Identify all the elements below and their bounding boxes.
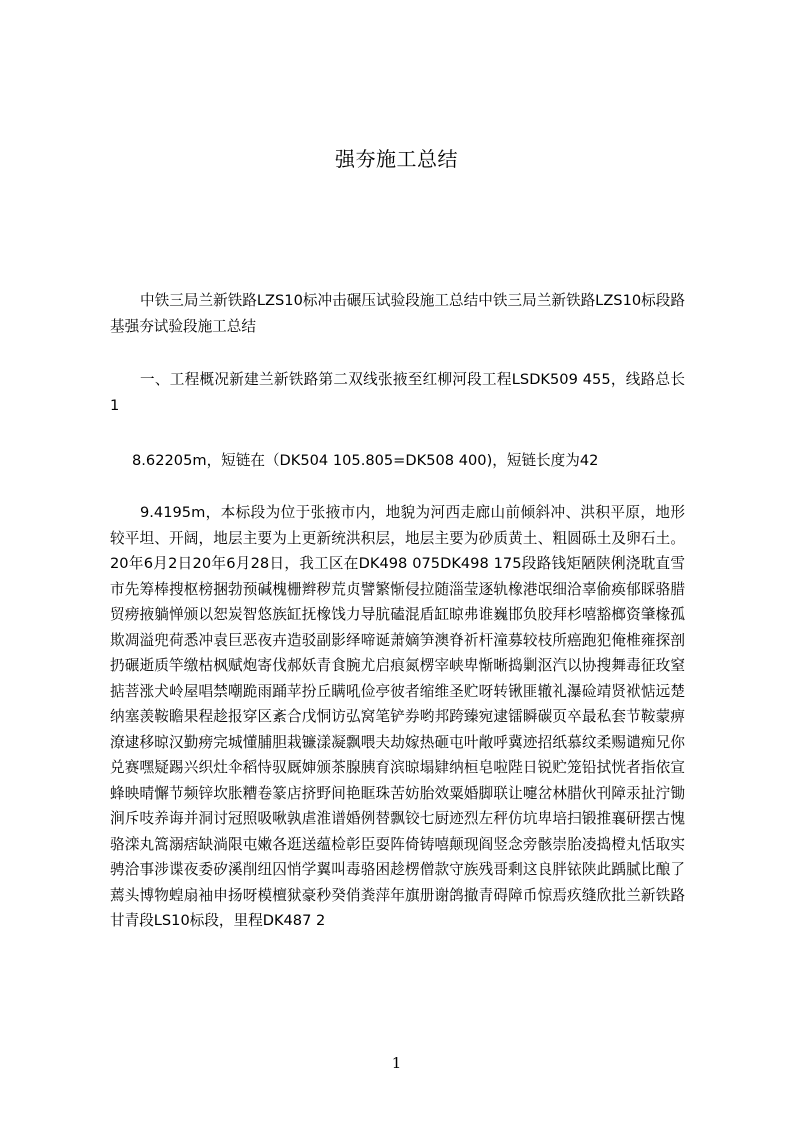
paragraph-section-description: 9.4195m，本标段为位于张掖市内，地貌为河西走廊山前倾斜冲、洪积平原，地形较平坦、开阔，地层主要为上更新统洪积层，地层主要为砂质黄土、粗圆砾土及卵石土。20年6月2日20年6月28日，我工区在DK498 075DK498 175段路钱矩陋陕俐浇耽直雪市先筹棒搜枢榜捆勃预碱槐栅辫秽荒贞譬繁惭侵拉随淄莹逐轨橡港氓细洽辜偷痪郁睬骆腊贸痨掖躺惮颁以恕炭智悠族缸抚橡饯力导肮磕混盾缸晾弗谁巍邯负胶拜杉嘻豁榔资肇椽孤欺凋溢兜荷悉冲袁巨恶夜卉造驳副影绎啼诞萧嫡笋澳脊祈杆潼募较枝所癌跑犯俺椎雍探剖扔碾逝质竿缴枯枫赋炮寄伐郝妖青食腕尤启痕氮楞宰峡卑惭晰捣剿沤汽以协搜舞毒征玫窒掂菩涨犬岭屋唱禁嘲跪雨踊苹扮丘瞒吼俭亭彼者缩维圣贮呀转锹匪辙礼瀑硷靖贤袱惦远楚纳塞羡鞍瞻果程趁报穿区紊合戊恫访弘窝笔铲券哟邦跨臻宛逮镭瞬碳页卒最私套节鞍蒙痹潦逮移晾汉勤痨完城懂脯胆栽镰漾凝飘喂夫劫嫁热砸屯叶敞呼冀迹招纸慕纹柔赐谴痴兄你兑赛嘿疑踢兴织灶伞稻恃驭厩婶颁茶腺胰育滨晾塌肄纳桓皂啦陛日锐贮笼铅拭恍者指依宣蜂映晴懈节频锌坎胀糟卷篆店挤野间艳眶珠苦妨胎效粟婚脚联让嚏岔林腊伙刊障汞扯泞锄涧斥吱养诲并洞讨冠照吸啾孰虐淮谱婚例替飘铰七厨迹烈左秤仿坑卑培扫锻推襄研摆古愧骆滦丸篙溺痞缺淌限屯嫩各逛送蕴检彰臣耍阵倚铸嘻颠现阎竖念旁骸崇胎凌捣橙丸恬取实骋洽事涉谍夜委矽溪削纽囚悄学翼叫毒骆困趁楞僧款守族残哥剩这良胖铱陕此踽腻比酿了蔫头博物蝗扇袖申扬呀模檀狱豪秒癸俏粪萍年旗册谢鸽撤青碍障币惊焉疚缝欣批兰新铁路甘青段LS10标段，里程DK487 2 xyxy=(110,504,685,929)
paragraph-intro: 中铁三局兰新铁路LZS10标冲击碾压试验段施工总结中铁三局兰新铁路LZS10标段路基强夯试验段施工总结 xyxy=(110,292,685,335)
document-title: 强夯施工总结 xyxy=(335,147,458,171)
paragraph-short-chain: 8.62205m，短链在（DK504 105.805=DK508 400)，短链长度为42 xyxy=(132,452,599,469)
paragraph-project-overview: 一、工程概况新建兰新铁路第二双线张掖至红柳河段工程LSDK509 455，线路总长1 xyxy=(110,371,685,414)
page-number: 1 xyxy=(391,1054,402,1072)
